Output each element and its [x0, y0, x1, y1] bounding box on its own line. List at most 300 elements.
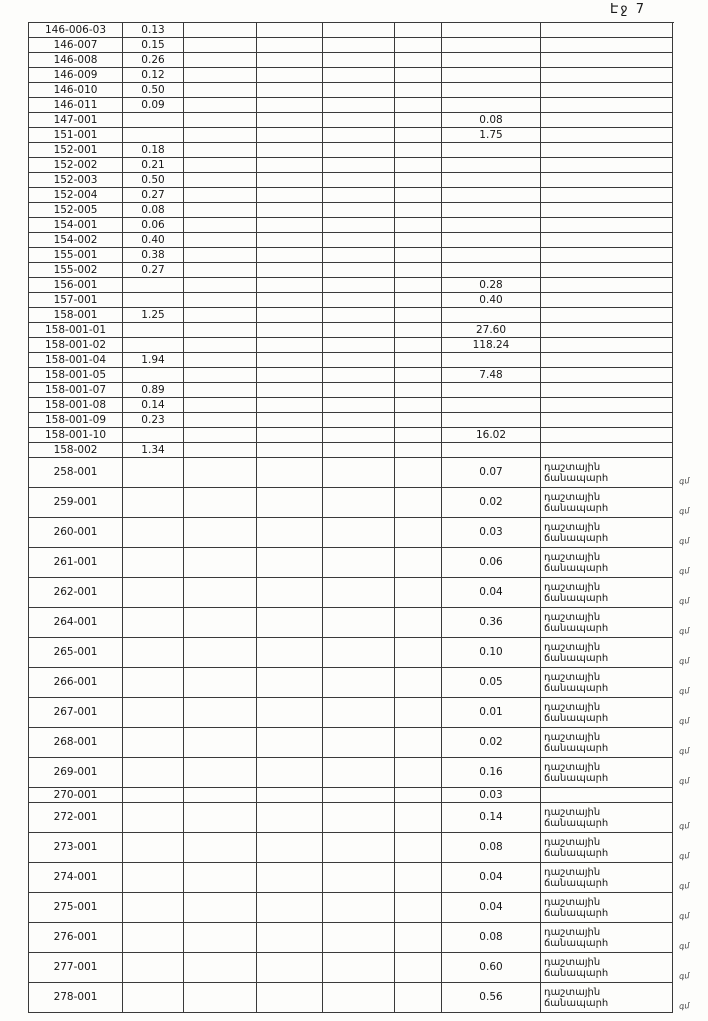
table-row — [29, 638, 690, 668]
empty-cell — [323, 308, 395, 323]
area-value-2-cell — [442, 953, 541, 983]
empty-cell — [395, 143, 442, 158]
table-row — [29, 83, 674, 98]
table-row — [29, 668, 690, 698]
empty-cell — [323, 458, 395, 488]
area-value-2: 0.02 — [479, 736, 503, 748]
parcel-code: 152-001 — [53, 143, 98, 156]
handwritten-margin-mark — [679, 379, 703, 381]
parcel-code: 158-001-02 — [44, 338, 107, 351]
area-value-2: 0.04 — [479, 586, 503, 598]
land-type-cell — [541, 548, 673, 578]
land-type-cell — [541, 278, 673, 293]
area-value-1: 0.50 — [141, 83, 165, 96]
area-value-2-cell — [442, 188, 541, 203]
handwritten-margin-mark: գմ — [678, 656, 690, 666]
empty-cell — [184, 233, 257, 248]
empty-cell — [257, 323, 323, 338]
area-value-1-cell — [123, 923, 184, 953]
empty-cell — [257, 833, 323, 863]
table-row — [29, 143, 674, 158]
land-type-cell — [541, 398, 673, 413]
parcel-code: 154-002 — [53, 233, 98, 246]
area-value-2: 27.60 — [475, 323, 507, 336]
area-value-1: 0.26 — [141, 53, 165, 66]
empty-cell — [257, 143, 323, 158]
empty-cell — [395, 53, 442, 68]
handwritten-margin-mark — [679, 439, 703, 441]
empty-cell — [184, 488, 257, 518]
parcel-code-cell — [29, 488, 123, 518]
empty-cell — [395, 983, 442, 1013]
empty-cell — [257, 308, 323, 323]
area-value-1-cell — [123, 173, 184, 188]
empty-cell — [184, 203, 257, 218]
parcel-code-cell — [29, 23, 123, 38]
parcel-code: 278-001 — [53, 991, 98, 1003]
area-value-2: 0.03 — [479, 788, 503, 801]
empty-cell — [395, 383, 442, 398]
empty-cell — [184, 38, 257, 53]
area-value-2-cell — [442, 728, 541, 758]
parcel-code-cell — [29, 698, 123, 728]
empty-cell — [184, 548, 257, 578]
area-value-1-cell — [123, 113, 184, 128]
empty-cell — [323, 608, 395, 638]
table-row — [29, 293, 674, 308]
empty-cell — [323, 788, 395, 803]
land-type-label: դաշտային ճանապարհ — [544, 701, 609, 724]
empty-cell — [323, 263, 395, 278]
handwritten-margin-mark — [679, 244, 703, 246]
area-value-1-cell — [123, 218, 184, 233]
land-type-cell — [541, 263, 673, 278]
area-value-1-cell — [123, 728, 184, 758]
parcel-code: 158-001-08 — [44, 398, 107, 411]
parcel-code-cell — [29, 548, 123, 578]
area-value-1: 0.38 — [141, 248, 165, 261]
empty-cell — [257, 83, 323, 98]
area-value-1-cell — [123, 608, 184, 638]
empty-cell — [184, 278, 257, 293]
empty-cell — [395, 233, 442, 248]
land-type-label: դաշտային ճանապարհ — [544, 836, 609, 859]
empty-cell — [395, 803, 442, 833]
parcel-code: 157-001 — [53, 293, 98, 306]
parcel-table — [28, 22, 690, 1013]
parcel-code-cell — [29, 428, 123, 443]
handwritten-margin-mark — [679, 214, 703, 216]
handwritten-margin-mark — [679, 79, 703, 81]
area-value-1: 0.89 — [141, 383, 165, 396]
empty-cell — [323, 98, 395, 113]
empty-cell — [323, 23, 395, 38]
area-value-1-cell — [123, 788, 184, 803]
table-row — [29, 383, 674, 398]
empty-cell — [184, 428, 257, 443]
area-value-2-cell — [442, 443, 541, 458]
area-value-2: 0.36 — [479, 616, 503, 628]
area-value-2-cell — [442, 428, 541, 443]
land-type-cell — [541, 893, 673, 923]
parcel-code-cell — [29, 83, 123, 98]
empty-cell — [184, 923, 257, 953]
handwritten-margin-mark — [679, 154, 703, 156]
empty-cell — [257, 128, 323, 143]
handwritten-margin-mark — [679, 34, 703, 36]
area-value-1: 1.34 — [141, 443, 165, 456]
area-value-2-cell — [442, 98, 541, 113]
empty-cell — [184, 158, 257, 173]
empty-cell — [395, 428, 442, 443]
empty-cell — [184, 398, 257, 413]
empty-cell — [323, 113, 395, 128]
area-value-1: 0.27 — [141, 263, 165, 276]
handwritten-margin-mark — [679, 394, 703, 396]
handwritten-margin-mark — [679, 49, 703, 51]
area-value-2: 0.07 — [479, 466, 503, 478]
land-type-cell — [541, 608, 673, 638]
table-row — [29, 443, 674, 458]
empty-cell — [323, 248, 395, 263]
area-value-2-cell — [442, 293, 541, 308]
area-value-1-cell — [123, 953, 184, 983]
parcel-code-cell — [29, 128, 123, 143]
empty-cell — [323, 443, 395, 458]
table-row — [29, 758, 690, 788]
area-value-1-cell — [123, 23, 184, 38]
empty-cell — [257, 278, 323, 293]
area-value-1-cell — [123, 203, 184, 218]
land-type-cell — [541, 218, 673, 233]
empty-cell — [395, 68, 442, 83]
empty-cell — [184, 23, 257, 38]
empty-cell — [184, 413, 257, 428]
empty-cell — [257, 953, 323, 983]
empty-cell — [323, 83, 395, 98]
land-type-cell — [541, 128, 673, 143]
area-value-1-cell — [123, 518, 184, 548]
empty-cell — [323, 578, 395, 608]
land-type-cell — [541, 488, 673, 518]
parcel-code: 158-001-07 — [44, 383, 107, 396]
parcel-code-cell — [29, 113, 123, 128]
table-row — [29, 38, 674, 53]
land-type-cell — [541, 173, 673, 188]
area-value-1-cell — [123, 353, 184, 368]
area-value-2: 0.06 — [479, 556, 503, 568]
empty-cell — [395, 668, 442, 698]
parcel-code: 158-001-05 — [44, 368, 107, 381]
land-type-cell — [541, 308, 673, 323]
table-row — [29, 23, 674, 38]
land-type-label: դաշտային ճանապարհ — [544, 491, 609, 514]
land-type-label: դաշտային ճանապարհ — [544, 521, 609, 544]
empty-cell — [257, 38, 323, 53]
empty-cell — [257, 188, 323, 203]
parcel-code-cell — [29, 758, 123, 788]
parcel-code: 146-010 — [53, 83, 98, 96]
table-row — [29, 608, 690, 638]
empty-cell — [257, 233, 323, 248]
handwritten-margin-mark — [679, 319, 703, 321]
parcel-code: 158-001-01 — [44, 323, 107, 336]
handwritten-margin-mark: գմ — [678, 881, 690, 891]
parcel-code-cell — [29, 383, 123, 398]
table-row — [29, 458, 690, 488]
area-value-2-cell — [442, 578, 541, 608]
parcel-code: 275-001 — [53, 901, 98, 913]
area-value-2-cell — [442, 38, 541, 53]
area-value-1: 0.06 — [141, 218, 165, 231]
land-type-cell — [541, 638, 673, 668]
handwritten-margin-mark — [679, 289, 703, 291]
parcel-code-cell — [29, 398, 123, 413]
parcel-code-cell — [29, 578, 123, 608]
area-value-2-cell — [442, 893, 541, 923]
table-row — [29, 518, 690, 548]
table-row — [29, 893, 690, 923]
parcel-code-cell — [29, 233, 123, 248]
empty-cell — [257, 548, 323, 578]
parcel-code: 262-001 — [53, 586, 98, 598]
handwritten-margin-mark: գմ — [678, 686, 690, 696]
table-row — [29, 263, 674, 278]
land-type-cell — [541, 293, 673, 308]
empty-cell — [395, 308, 442, 323]
land-type-cell — [541, 113, 673, 128]
area-value-2: 0.28 — [479, 278, 503, 291]
handwritten-margin-mark — [679, 424, 703, 426]
parcel-code: 277-001 — [53, 961, 98, 973]
empty-cell — [395, 293, 442, 308]
area-value-1: 0.21 — [141, 158, 165, 171]
empty-cell — [257, 383, 323, 398]
land-type-label: դաշտային ճանապարհ — [544, 581, 609, 604]
empty-cell — [184, 323, 257, 338]
land-type-cell — [541, 353, 673, 368]
area-value-2-cell — [442, 833, 541, 863]
table-row — [29, 398, 674, 413]
table-row — [29, 98, 674, 113]
empty-cell — [395, 203, 442, 218]
land-type-cell — [541, 233, 673, 248]
handwritten-margin-mark: գմ — [678, 596, 690, 606]
parcel-code-cell — [29, 278, 123, 293]
empty-cell — [395, 728, 442, 758]
parcel-code: 154-001 — [53, 218, 98, 231]
area-value-2-cell — [442, 248, 541, 263]
area-value-2-cell — [442, 923, 541, 953]
parcel-code: 158-002 — [53, 443, 98, 456]
area-value-1-cell — [123, 698, 184, 728]
area-value-2: 0.16 — [479, 766, 503, 778]
area-value-2-cell — [442, 368, 541, 383]
empty-cell — [323, 638, 395, 668]
area-value-1-cell — [123, 383, 184, 398]
handwritten-margin-mark — [679, 349, 703, 351]
empty-cell — [395, 113, 442, 128]
land-type-label: դաշտային ճանապարհ — [544, 671, 609, 694]
parcel-code-cell — [29, 173, 123, 188]
empty-cell — [395, 488, 442, 518]
parcel-code: 146-008 — [53, 53, 98, 66]
empty-cell — [184, 863, 257, 893]
handwritten-margin-mark — [679, 259, 703, 261]
table-row — [29, 788, 674, 803]
empty-cell — [323, 923, 395, 953]
empty-cell — [323, 488, 395, 518]
empty-cell — [184, 308, 257, 323]
table-row — [29, 173, 674, 188]
parcel-code: 270-001 — [53, 788, 98, 801]
area-value-2-cell — [442, 983, 541, 1013]
empty-cell — [323, 953, 395, 983]
empty-cell — [257, 113, 323, 128]
empty-cell — [257, 398, 323, 413]
handwritten-margin-mark — [679, 409, 703, 411]
area-value-2-cell — [442, 458, 541, 488]
area-value-2-cell — [442, 863, 541, 893]
area-value-1-cell — [123, 158, 184, 173]
area-value-1-cell — [123, 368, 184, 383]
area-value-2: 0.02 — [479, 496, 503, 508]
table-row — [29, 833, 690, 863]
empty-cell — [257, 638, 323, 668]
area-value-2-cell — [442, 518, 541, 548]
empty-cell — [257, 203, 323, 218]
empty-cell — [323, 863, 395, 893]
empty-cell — [395, 413, 442, 428]
parcel-code: 267-001 — [53, 706, 98, 718]
empty-cell — [184, 518, 257, 548]
area-value-2-cell — [442, 488, 541, 518]
area-value-1-cell — [123, 443, 184, 458]
empty-cell — [395, 338, 442, 353]
empty-cell — [257, 173, 323, 188]
area-value-2-cell — [442, 608, 541, 638]
table-row — [29, 698, 690, 728]
handwritten-margin-mark — [679, 364, 703, 366]
empty-cell — [257, 338, 323, 353]
empty-cell — [323, 803, 395, 833]
area-value-1-cell — [123, 233, 184, 248]
handwritten-margin-mark — [679, 139, 703, 141]
empty-cell — [323, 158, 395, 173]
empty-cell — [184, 578, 257, 608]
empty-cell — [323, 293, 395, 308]
empty-cell — [323, 758, 395, 788]
empty-cell — [257, 158, 323, 173]
area-value-2-cell — [442, 53, 541, 68]
empty-cell — [395, 458, 442, 488]
empty-cell — [323, 188, 395, 203]
land-type-cell — [541, 383, 673, 398]
empty-cell — [395, 23, 442, 38]
empty-cell — [184, 113, 257, 128]
empty-cell — [257, 803, 323, 833]
area-value-1-cell — [123, 188, 184, 203]
empty-cell — [323, 698, 395, 728]
empty-cell — [257, 68, 323, 83]
empty-cell — [323, 518, 395, 548]
handwritten-margin-mark — [679, 109, 703, 111]
table-row — [29, 803, 690, 833]
area-value-1: 0.23 — [141, 413, 165, 426]
parcel-code: 272-001 — [53, 811, 98, 823]
area-value-1: 0.50 — [141, 173, 165, 186]
area-value-2-cell — [442, 548, 541, 578]
parcel-code: 147-001 — [53, 113, 98, 126]
empty-cell — [184, 368, 257, 383]
area-value-2: 16.02 — [475, 428, 507, 441]
empty-cell — [184, 668, 257, 698]
parcel-code-cell — [29, 953, 123, 983]
area-value-2: 0.03 — [479, 526, 503, 538]
empty-cell — [184, 353, 257, 368]
area-value-2: 0.08 — [479, 841, 503, 853]
handwritten-margin-mark: գմ — [678, 851, 690, 861]
empty-cell — [323, 983, 395, 1013]
area-value-1: 0.13 — [141, 23, 165, 36]
parcel-code-cell — [29, 443, 123, 458]
empty-cell — [184, 293, 257, 308]
empty-cell — [184, 893, 257, 923]
handwritten-margin-mark: գմ — [678, 776, 690, 786]
area-value-1-cell — [123, 263, 184, 278]
empty-cell — [257, 368, 323, 383]
table-row — [29, 323, 674, 338]
parcel-code: 155-001 — [53, 248, 98, 261]
parcel-code-cell — [29, 458, 123, 488]
empty-cell — [257, 443, 323, 458]
land-type-cell — [541, 953, 673, 983]
parcel-code: 261-001 — [53, 556, 98, 568]
empty-cell — [184, 83, 257, 98]
area-value-2: 0.01 — [479, 706, 503, 718]
land-type-cell — [541, 668, 673, 698]
empty-cell — [184, 128, 257, 143]
empty-cell — [257, 353, 323, 368]
empty-cell — [257, 728, 323, 758]
empty-cell — [184, 983, 257, 1013]
table-row — [29, 188, 674, 203]
land-type-cell — [541, 788, 673, 803]
area-value-1-cell — [123, 128, 184, 143]
area-value-2-cell — [442, 218, 541, 233]
area-value-1-cell — [123, 248, 184, 263]
parcel-code: 155-002 — [53, 263, 98, 276]
area-value-1: 0.18 — [141, 143, 165, 156]
land-type-cell — [541, 143, 673, 158]
area-value-1-cell — [123, 53, 184, 68]
empty-cell — [323, 278, 395, 293]
empty-cell — [323, 173, 395, 188]
land-type-label: դաշտային ճանապարհ — [544, 761, 609, 784]
area-value-1-cell — [123, 983, 184, 1013]
table-row — [29, 248, 674, 263]
handwritten-margin-mark — [679, 169, 703, 171]
table-row — [29, 488, 690, 518]
land-type-cell — [541, 83, 673, 98]
area-value-2-cell — [442, 758, 541, 788]
handwritten-margin-mark: գմ — [678, 911, 690, 921]
empty-cell — [395, 398, 442, 413]
area-value-1-cell — [123, 488, 184, 518]
empty-cell — [184, 188, 257, 203]
area-value-2-cell — [442, 698, 541, 728]
area-value-2: 7.48 — [479, 368, 503, 381]
